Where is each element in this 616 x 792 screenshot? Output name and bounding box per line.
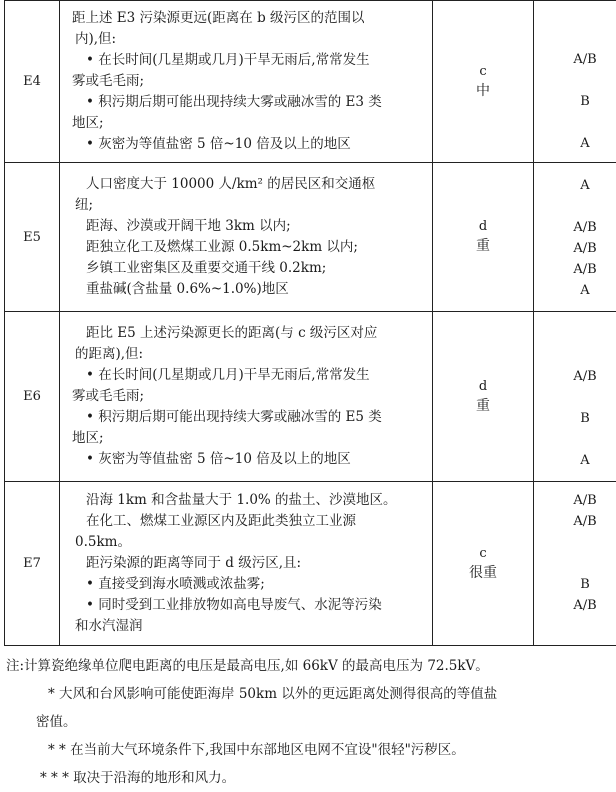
- pollution-level: [433, 312, 534, 482]
- pollution-level: [433, 482, 534, 646]
- humidity-value: A: [534, 450, 616, 471]
- description-line: • 在长时间(几星期或几月)干旱无雨后,常常发生: [72, 50, 424, 71]
- description-line: 乡镇工业密集区及重要交通干线 0.2km;: [72, 258, 424, 279]
- humidity-value: A: [534, 280, 616, 301]
- description-line: 0.5km。: [72, 532, 424, 553]
- description-line: 距上述 E3 污染源更远(距离在 b 级污区的范围以: [72, 8, 424, 29]
- humidity-value: [534, 7, 616, 28]
- humidity-value: A/B: [534, 259, 616, 280]
- description-line: • 积污期后期可能出现持续大雾或融冰雪的 E3 类: [72, 92, 424, 113]
- level-letter: d: [433, 218, 533, 236]
- humidity-value: [534, 112, 616, 133]
- humidity-value: [534, 387, 616, 408]
- pollution-level: [433, 163, 534, 312]
- description-line: 的距离),但:: [72, 344, 424, 365]
- note-main: 注:计算瓷绝缘单位爬电距离的电压是最高电压,如 66kV 的最高电压为 72.5kV。: [0, 652, 616, 680]
- level-letter: d: [433, 378, 533, 396]
- level-name: 很重: [433, 563, 533, 583]
- description-line: • 灰密为等值盐密 5 倍~10 倍及以上的地区: [72, 449, 424, 470]
- humidity-type: [534, 1, 616, 163]
- level-name: 重: [433, 236, 533, 256]
- table-row: [5, 482, 616, 646]
- description-line: • 直接受到海水喷溅或浓盐雾;: [72, 574, 424, 595]
- pollution-class-table: [4, 0, 616, 646]
- description-line: • 同时受到工业排放物如高电导废气、水泥等污染: [72, 595, 424, 616]
- description-line: 雾或毛毛雨;: [72, 386, 424, 407]
- humidity-value: [534, 345, 616, 366]
- site-class-code: E7: [5, 482, 60, 646]
- humidity-value: A/B: [534, 511, 616, 532]
- level-letter: c: [433, 545, 533, 563]
- description-line: 雾或毛毛雨;: [72, 71, 424, 92]
- table-row: [5, 312, 616, 482]
- site-class-code: E4: [5, 1, 60, 163]
- description-line: 在化工、燃煤工业源区内及距此类独立工业源: [72, 511, 424, 532]
- humidity-value: A: [534, 133, 616, 154]
- site-description: [60, 163, 433, 312]
- note-single-star: * 大风和台风影响可能使距海岸 50km 以外的更远距离处测得很高的等值盐: [0, 680, 616, 708]
- humidity-value: A/B: [534, 366, 616, 387]
- description-line: 距独立化工及燃煤工业源 0.5km~2km 以内;: [72, 237, 424, 258]
- humidity-type: [534, 482, 616, 646]
- humidity-value: [534, 70, 616, 91]
- humidity-value: [534, 324, 616, 345]
- site-description: [60, 482, 433, 646]
- description-line: 纽;: [72, 195, 424, 216]
- humidity-value: [534, 616, 616, 637]
- humidity-value: A/B: [534, 238, 616, 259]
- humidity-value: [534, 553, 616, 574]
- description-line: 距比 E5 上述污染源更长的距离(与 c 级污区对应: [72, 323, 424, 344]
- humidity-value: A/B: [534, 490, 616, 511]
- humidity-value: [534, 28, 616, 49]
- humidity-value: [534, 196, 616, 217]
- description-line: 地区;: [72, 428, 424, 449]
- site-class-code: E5: [5, 163, 60, 312]
- description-line: • 在长时间(几星期或几月)干旱无雨后,常常发生: [72, 365, 424, 386]
- humidity-type: [534, 163, 616, 312]
- level-name: 重: [433, 396, 533, 416]
- description-line: 距海、沙漠或开阔干地 3km 以内;: [72, 216, 424, 237]
- site-description: [60, 312, 433, 482]
- description-line: • 灰密为等值盐密 5 倍~10 倍及以上的地区: [72, 134, 424, 155]
- note-single-star-cont: 密值。: [0, 708, 616, 736]
- humidity-value: [534, 429, 616, 450]
- description-line: 内),但:: [72, 29, 424, 50]
- note-double-star: * * 在当前大气环境条件下,我国中东部地区电网不宜设"很轻"污秽区。: [0, 736, 616, 764]
- note-triple-star: * * * 取决于沿海的地形和风力。: [0, 764, 616, 792]
- level-name: 中: [433, 81, 533, 101]
- humidity-value: B: [534, 408, 616, 429]
- site-description: [60, 1, 433, 163]
- humidity-value: A/B: [534, 217, 616, 238]
- description-line: • 积污期后期可能出现持续大雾或融冰雪的 E5 类: [72, 407, 424, 428]
- description-line: 距污染源的距离等同于 d 级污区,且:: [72, 553, 424, 574]
- humidity-type: [534, 312, 616, 482]
- description-line: 沿海 1km 和含盐量大于 1.0% 的盐土、沙漠地区。: [72, 490, 424, 511]
- level-letter: c: [433, 63, 533, 81]
- description-line: 重盐碱(含盐量 0.6%~1.0%)地区: [72, 279, 424, 300]
- humidity-value: A/B: [534, 49, 616, 70]
- pollution-level: [433, 1, 534, 163]
- humidity-value: B: [534, 91, 616, 112]
- humidity-value: B: [534, 574, 616, 595]
- table-row: [5, 163, 616, 312]
- table-notes: [0, 652, 616, 792]
- description-line: 和水汽湿润: [72, 616, 424, 637]
- description-line: 地区;: [72, 113, 424, 134]
- site-class-code: E6: [5, 312, 60, 482]
- humidity-value: A/B: [534, 595, 616, 616]
- description-line: 人口密度大于 10000 人/km² 的居民区和交通枢: [72, 174, 424, 195]
- table-row: [5, 1, 616, 163]
- humidity-value: [534, 532, 616, 553]
- humidity-value: A: [534, 175, 616, 196]
